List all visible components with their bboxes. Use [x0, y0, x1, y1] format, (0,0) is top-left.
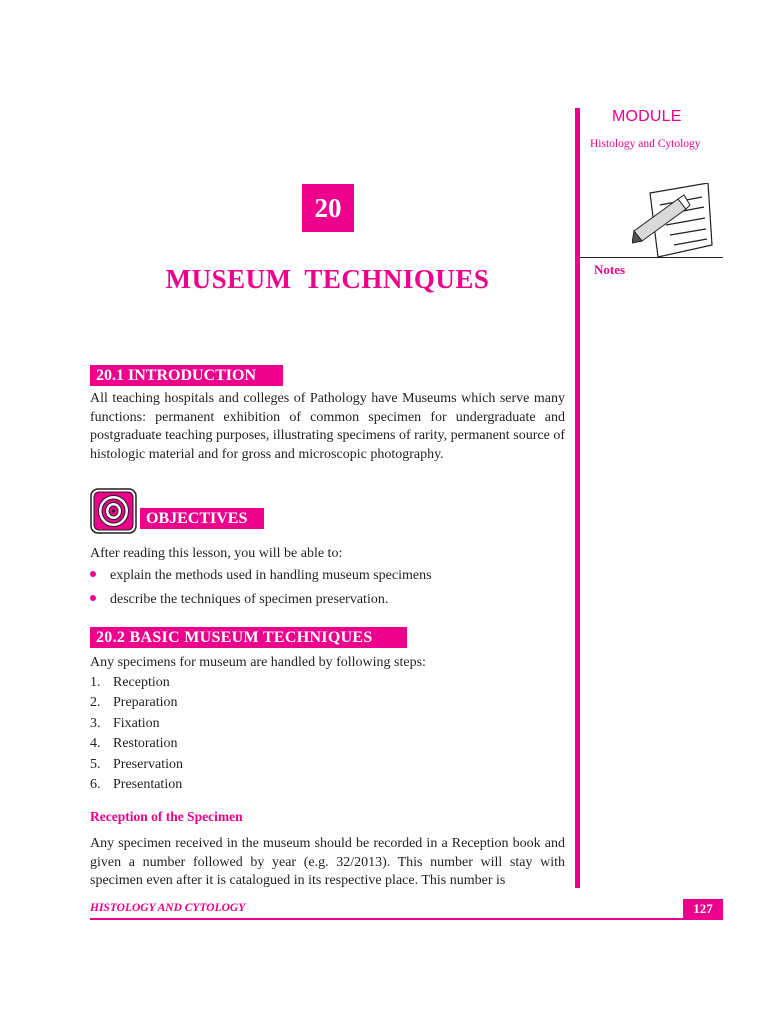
step-label: Preservation	[113, 757, 183, 772]
step-number: 2.	[90, 695, 101, 710]
list-item	[90, 776, 182, 794]
margin-divider	[575, 108, 580, 888]
list-item	[90, 756, 183, 774]
chapter-number: 20	[302, 184, 354, 232]
page-number: 127	[683, 899, 723, 919]
objectives-intro: After reading this lesson, you will be able to:	[90, 546, 343, 561]
objective-bullet	[90, 567, 432, 585]
objective-text: explain the methods used in handling museum specimens	[110, 568, 432, 583]
notes-rule	[580, 257, 723, 258]
step-label: Reception	[113, 675, 170, 690]
subheading-reception: Reception of the Specimen	[90, 809, 243, 824]
step-number: 6.	[90, 777, 101, 792]
chapter-title: MUSEUM TECHNIQUES	[165, 264, 490, 294]
section-heading-basic-techniques: 20.2 BASIC MUSEUM TECHNIQUES	[90, 627, 407, 648]
bullet-dot-icon	[90, 595, 96, 601]
list-item	[90, 694, 178, 712]
notepad-pencil-icon	[632, 183, 714, 263]
step-number: 5.	[90, 757, 101, 772]
running-footer-title: HISTOLOGY AND CYTOLOGY	[90, 902, 246, 914]
step-label: Restoration	[113, 736, 178, 751]
list-item	[90, 715, 160, 733]
module-subtitle: Histology and Cytology	[590, 138, 701, 150]
steps-intro: Any specimens for museum are handled by following steps:	[90, 655, 426, 670]
target-icon	[90, 488, 137, 534]
list-item	[90, 735, 178, 753]
introduction-paragraph: All teaching hospitals and colleges of Pathology have Museums which serve many functions: permanent exhibition of common specimen for undergraduate and postgraduate teaching purposes, illustrating specimens of rarity, permanent source of histologic material and for gross and microscopic photography.	[90, 391, 565, 462]
objective-bullet	[90, 591, 388, 609]
objectives-heading: OBJECTIVES	[140, 508, 264, 529]
step-label: Preparation	[113, 695, 178, 710]
step-label: Presentation	[113, 777, 183, 792]
reception-paragraph: Any specimen received in the museum should be recorded in a Reception book and given a number followed by year (e.g. 32/2013). This number will stay with specimen even after it is catalogued in its respective place. This number is	[90, 836, 565, 889]
notes-label: Notes	[594, 262, 626, 277]
footer-rule	[90, 918, 723, 920]
list-item	[90, 674, 170, 692]
bullet-dot-icon	[90, 571, 96, 577]
objective-text: describe the techniques of specimen preservation.	[110, 592, 389, 607]
step-number: 3.	[90, 716, 101, 731]
step-label: Fixation	[113, 716, 160, 731]
step-number: 4.	[90, 736, 101, 751]
step-number: 1.	[90, 675, 101, 690]
module-label: MODULE	[612, 108, 682, 125]
section-heading-introduction: 20.1 INTRODUCTION	[90, 365, 283, 386]
